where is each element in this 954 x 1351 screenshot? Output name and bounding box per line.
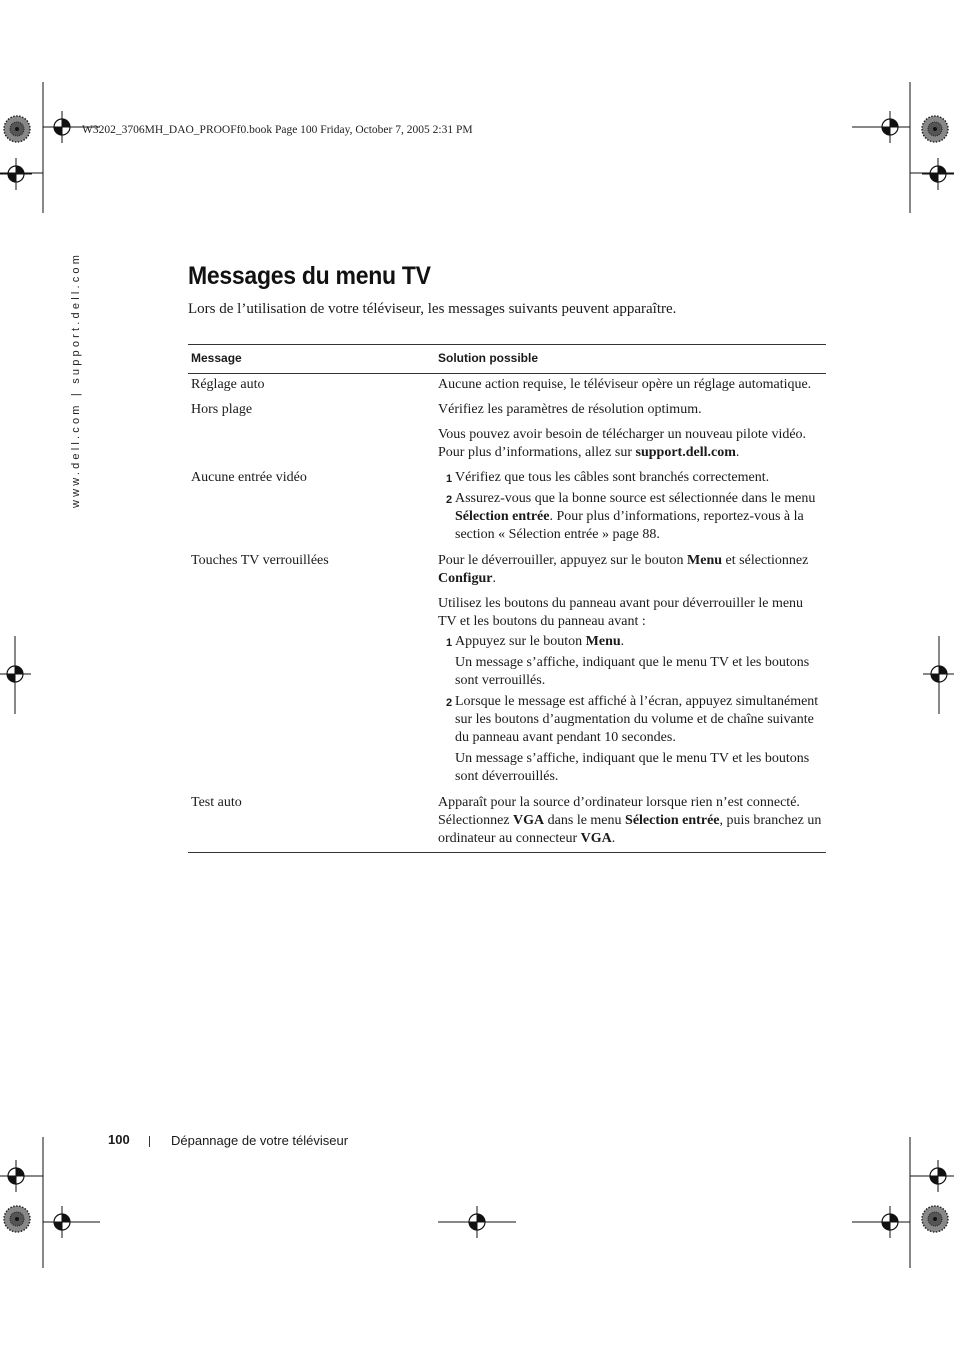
messages-table xyxy=(188,344,826,853)
message-cell: Aucune entrée vidéo xyxy=(191,470,307,485)
solution-text: Vérifiez les paramètres de résolution optimum. xyxy=(438,402,702,417)
step-number: 2 xyxy=(446,494,453,506)
solution-text: Apparaît pour la source d’ordinateur lorsque rien n’est connecté. Sélectionnez VGA dans le menu Sélection entrée, puis branchez un ordinateur au connecteur VGA. xyxy=(438,795,822,846)
list-item: 1 Vérifiez que tous les câbles sont branchés correctement. xyxy=(438,469,822,487)
intro-paragraph: Lors de l’utilisation de votre téléviseur, les messages suivants peuvent apparaître. xyxy=(188,301,677,317)
step-number: 2 xyxy=(446,697,453,709)
solution-cell xyxy=(435,794,826,853)
solution-text: Aucune action requise, le téléviseur opère un réglage automatique. xyxy=(438,377,812,392)
message-cell: Réglage auto xyxy=(191,377,265,392)
table-row xyxy=(188,374,826,402)
step-note: Un message s’affiche, indiquant que le menu TV et les boutons sont verrouillés. xyxy=(455,655,810,688)
header-message: Message xyxy=(188,345,435,374)
page-number: 100 xyxy=(108,1132,130,1147)
steps-list xyxy=(438,633,822,786)
message-cell: Test auto xyxy=(188,794,435,853)
support-link-text: support.dell.com xyxy=(635,445,736,460)
table-header-row xyxy=(188,345,826,374)
table-row xyxy=(188,552,826,794)
list-item: 2 Lorsque le message est affiché à l’écran, appuyez simultanément sur les boutons d’augmentation du volume et de chaîne suivante du panneau avant pendant 10 secondes. Un message s’affiche, indiquant que le menu TV et les boutons sont déverrouillés. xyxy=(438,693,822,786)
header-solution: Solution possible xyxy=(435,345,826,374)
solution-text: Pour le déverrouiller, appuyez sur le bouton Menu et sélectionnez Configur. xyxy=(438,553,809,586)
footer-divider xyxy=(149,1136,150,1147)
page-title: Messages du menu TV xyxy=(188,262,431,290)
solution-text: Vous pouvez avoir besoin de télécharger un nouveau pilote vidéo. Pour plus d’informations, allez sur support.dell.com. xyxy=(438,427,807,460)
list-item: 1 Appuyez sur le bouton Menu. Un message s’affiche, indiquant que le menu TV et les boutons sont verrouillés. xyxy=(438,633,822,690)
footer-section-title: Dépannage de votre téléviseur xyxy=(171,1133,349,1148)
sidebar-url: www.dell.com | support.dell.com xyxy=(70,251,82,508)
step-number: 1 xyxy=(446,637,453,649)
table-row xyxy=(188,794,826,853)
steps-list xyxy=(438,469,822,544)
solution-cell xyxy=(435,401,826,469)
step-number: 1 xyxy=(446,473,453,485)
message-cell: Touches TV verrouillées xyxy=(191,553,329,568)
solution-cell xyxy=(435,374,826,402)
print-slug: W3202_3706MH_DAO_PROOFf0.book Page 100 Friday, October 7, 2005 2:31 PM xyxy=(82,124,473,136)
table-row xyxy=(188,401,826,469)
step-note: Un message s’affiche, indiquant que le menu TV et les boutons sont déverrouillés. xyxy=(455,751,810,784)
table-row xyxy=(188,469,826,552)
message-cell: Hors plage xyxy=(191,402,253,417)
solution-text: Utilisez les boutons du panneau avant pour déverrouiller le menu TV et les boutons du panneau avant : xyxy=(438,596,804,629)
solution-cell xyxy=(435,469,826,552)
list-item: 2 Assurez-vous que la bonne source est sélectionnée dans le menu Sélection entrée. Pour plus d’informations, reportez-vous à la section « Sélection entrée » page 88. xyxy=(446,491,816,542)
solution-cell xyxy=(435,552,826,794)
